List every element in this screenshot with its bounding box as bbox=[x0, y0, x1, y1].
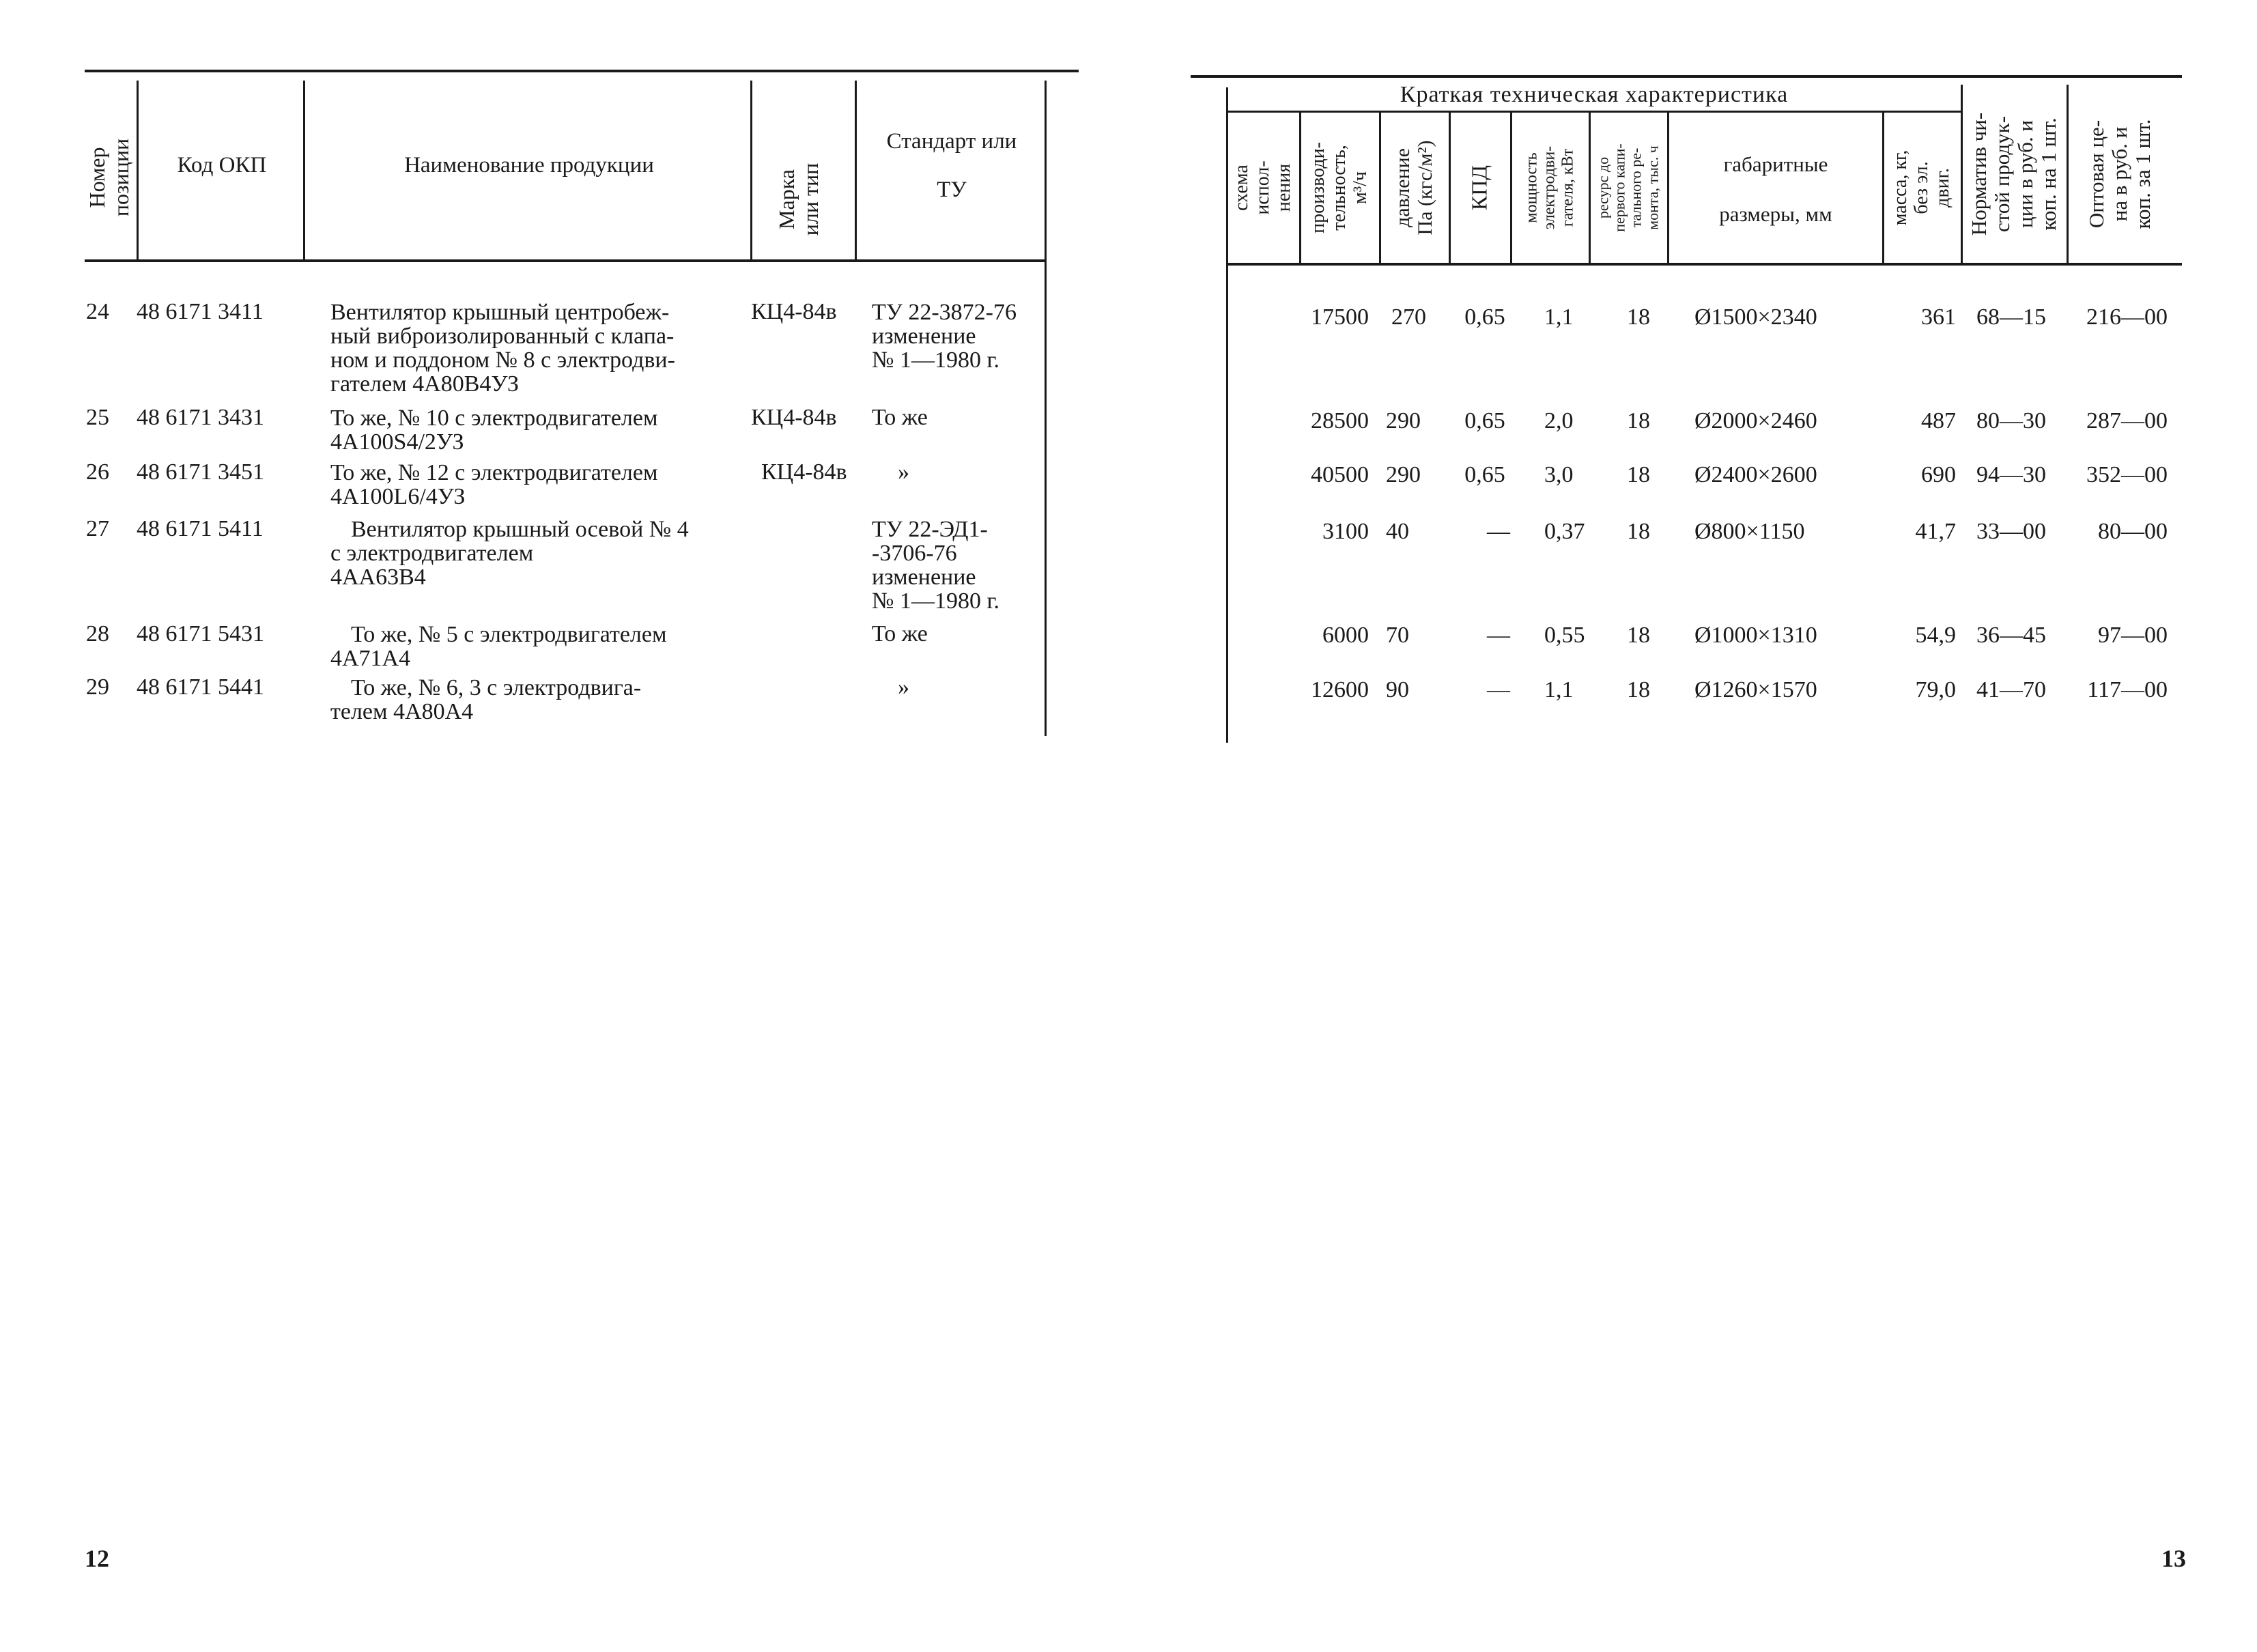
row-okp-code: 48 6171 3411 bbox=[137, 299, 264, 324]
cell-power: 2,0 bbox=[1544, 408, 1574, 433]
cell-power: 0,37 bbox=[1544, 519, 1585, 544]
cell-price: 287—00 bbox=[2086, 408, 2168, 433]
cell-efficiency: 0,65 bbox=[1464, 304, 1505, 330]
row-standard: » bbox=[898, 459, 909, 485]
cell-efficiency: — bbox=[1487, 519, 1510, 544]
col-divider bbox=[1882, 112, 1884, 263]
cell-power: 3,0 bbox=[1544, 462, 1574, 487]
right-header-rule bbox=[1226, 263, 2182, 266]
cell-pressure: 290 bbox=[1386, 462, 1421, 487]
cell-power: 0,55 bbox=[1544, 623, 1585, 648]
cell-resource: 18 bbox=[1627, 677, 1650, 702]
cell-efficiency: 0,65 bbox=[1464, 408, 1505, 433]
group-title-rule bbox=[1226, 111, 1961, 113]
cell-price: 352—00 bbox=[2086, 462, 2168, 487]
cell-pressure: 270 bbox=[1391, 304, 1426, 330]
row-position: 24 bbox=[86, 299, 109, 324]
cell-dimensions: Ø1000×1310 bbox=[1694, 623, 1817, 648]
col-divider bbox=[2067, 85, 2069, 263]
cell-dimensions: Ø2000×2460 bbox=[1694, 408, 1817, 433]
cell-efficiency: — bbox=[1487, 677, 1510, 702]
left-header-rule bbox=[85, 259, 1045, 262]
left-top-rule bbox=[85, 70, 1079, 72]
row-okp-code: 48 6171 5441 bbox=[137, 674, 264, 700]
cell-performance: 12600 bbox=[1311, 677, 1369, 702]
header-okp-code: Код ОКП bbox=[177, 153, 267, 177]
cell-norm: 94—30 bbox=[1976, 462, 2046, 487]
cell-pressure: 90 bbox=[1386, 677, 1409, 702]
row-product-name: То же, № 6, 3 с электродвига- телем 4А80А4 bbox=[330, 675, 642, 724]
header-brand: Марка или тип bbox=[773, 162, 823, 236]
cell-norm: 80—30 bbox=[1976, 408, 2046, 433]
col-divider bbox=[855, 81, 857, 259]
row-position: 25 bbox=[86, 405, 109, 430]
col-divider bbox=[1379, 112, 1381, 263]
cell-price: 97—00 bbox=[2098, 623, 2168, 648]
cell-pressure: 290 bbox=[1386, 408, 1421, 433]
group-title: Краткая техническая характеристика bbox=[1400, 82, 1789, 107]
row-position: 29 bbox=[86, 674, 109, 700]
cell-norm: 41—70 bbox=[1976, 677, 2046, 702]
cell-resource: 18 bbox=[1627, 408, 1650, 433]
header-price: Оптовая це- на в руб. и коп. за 1 шт. bbox=[2084, 119, 2155, 229]
header-resource: ресурс до первого капи- тального ре- монта, тыс. ч bbox=[1594, 143, 1662, 232]
col-divider bbox=[1449, 112, 1451, 263]
col-divider bbox=[1667, 112, 1669, 263]
cell-mass: 41,7 bbox=[1915, 519, 1956, 544]
cell-norm: 68—15 bbox=[1976, 304, 2046, 330]
left-edge-line bbox=[1045, 81, 1047, 736]
cell-norm: 33—00 bbox=[1976, 519, 2046, 544]
row-brand: КЦ4-84в bbox=[751, 299, 837, 324]
row-product-name: То же, № 5 с электродвигателем 4А71А4 bbox=[330, 622, 667, 671]
cell-performance: 6000 bbox=[1322, 623, 1369, 648]
col-divider bbox=[1299, 112, 1301, 263]
row-product-name: То же, № 12 с электродвигателем 4А100L6/4УЗ bbox=[330, 460, 658, 509]
cell-pressure: 70 bbox=[1386, 623, 1409, 648]
row-position: 26 bbox=[86, 459, 109, 485]
cell-norm: 36—45 bbox=[1976, 623, 2046, 648]
header-efficiency: КПД bbox=[1466, 165, 1492, 211]
cell-efficiency: — bbox=[1487, 623, 1510, 648]
row-okp-code: 48 6171 5431 bbox=[137, 621, 264, 646]
row-product-name: То же, № 10 с электродвигателем 4А100S4/2УЗ bbox=[330, 405, 658, 455]
cell-price: 80—00 bbox=[2098, 519, 2168, 544]
cell-pressure: 40 bbox=[1386, 519, 1409, 544]
cell-mass: 690 bbox=[1921, 462, 1956, 487]
header-standard: Стандарт или ТУ bbox=[886, 129, 1017, 202]
header-position-number: Номер позиции bbox=[84, 138, 133, 217]
row-okp-code: 48 6171 5411 bbox=[137, 516, 264, 541]
cell-dimensions: Ø1500×2340 bbox=[1694, 304, 1817, 330]
cell-dimensions: Ø2400×2600 bbox=[1694, 462, 1817, 487]
cell-efficiency: 0,65 bbox=[1464, 462, 1505, 487]
cell-dimensions: Ø800×1150 bbox=[1694, 519, 1805, 544]
header-mass: масса, кг, без эл. двиг. bbox=[1889, 149, 1953, 226]
row-standard: » bbox=[898, 674, 909, 700]
header-norm: Норматив чи- стой продук- ции в руб. и коп. на 1 шт. bbox=[1966, 112, 2061, 236]
row-position: 27 bbox=[86, 516, 109, 541]
row-okp-code: 48 6171 3451 bbox=[137, 459, 264, 485]
cell-mass: 361 bbox=[1921, 304, 1956, 330]
row-product-name: Вентилятор крышный осевой № 4 с электродвигателем 4АА63В4 bbox=[330, 517, 689, 590]
cell-performance: 17500 bbox=[1311, 304, 1369, 330]
row-standard: То же bbox=[872, 405, 928, 430]
header-pressure: давление Па (кгс/м²) bbox=[1391, 140, 1436, 236]
cell-dimensions: Ø1260×1570 bbox=[1694, 677, 1817, 702]
col-divider bbox=[1589, 112, 1591, 263]
row-standard: ТУ 22-3872-76 изменение № 1—1980 г. bbox=[872, 300, 1017, 373]
cell-price: 117—00 bbox=[2087, 677, 2168, 702]
row-product-name: Вентилятор крышный центробеж- ный виброизолированный с клапа- ном и поддоном № 8 с электродви- гателем 4А80В4УЗ bbox=[330, 300, 675, 397]
col-divider bbox=[1961, 85, 1963, 263]
row-brand: КЦ4-84в bbox=[761, 459, 847, 485]
left-border-line bbox=[1226, 87, 1228, 743]
cell-resource: 18 bbox=[1627, 462, 1650, 487]
page-number-right: 13 bbox=[2161, 1545, 2186, 1572]
row-standard: То же bbox=[872, 621, 928, 646]
cell-power: 1,1 bbox=[1544, 677, 1574, 702]
col-divider bbox=[137, 81, 139, 259]
cell-price: 216—00 bbox=[2086, 304, 2168, 330]
cell-resource: 18 bbox=[1627, 304, 1650, 330]
header-motor-power: мощность электродви- гателя, кВт bbox=[1522, 145, 1577, 230]
row-brand: КЦ4-84в bbox=[751, 405, 837, 430]
col-divider bbox=[1510, 112, 1512, 263]
cell-resource: 18 bbox=[1627, 519, 1650, 544]
page-number-left: 12 bbox=[85, 1545, 109, 1572]
header-dimensions: габаритные размеры, мм bbox=[1719, 152, 1832, 226]
header-product-name: Наименование продукции bbox=[404, 153, 654, 177]
cell-performance: 3100 bbox=[1322, 519, 1369, 544]
cell-mass: 79,0 bbox=[1915, 677, 1956, 702]
cell-power: 1,1 bbox=[1544, 304, 1574, 330]
cell-mass: 54,9 bbox=[1915, 623, 1956, 648]
header-scheme: схема испол- нения bbox=[1230, 160, 1294, 215]
header-performance: производи- тельность, м³/ч bbox=[1307, 142, 1371, 233]
row-standard: ТУ 22-ЭД1- -3706-76 изменение № 1—1980 г. bbox=[872, 517, 1000, 614]
cell-resource: 18 bbox=[1627, 623, 1650, 648]
right-top-rule bbox=[1191, 75, 2182, 78]
cell-performance: 40500 bbox=[1311, 462, 1369, 487]
row-okp-code: 48 6171 3431 bbox=[137, 405, 264, 430]
cell-mass: 487 bbox=[1921, 408, 1956, 433]
cell-performance: 28500 bbox=[1311, 408, 1369, 433]
row-position: 28 bbox=[86, 621, 109, 646]
